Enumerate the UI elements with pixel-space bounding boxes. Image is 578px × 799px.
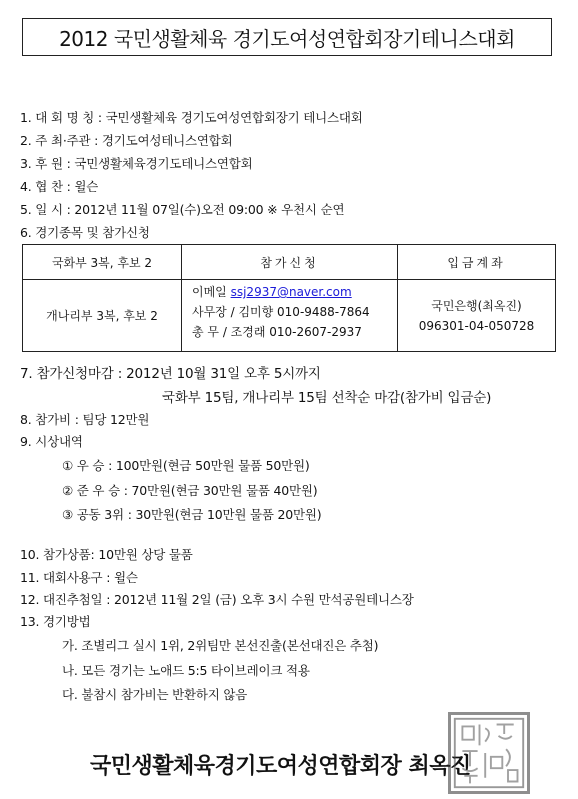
division-chrysanthemum: 국화부 3복, 후보 2 bbox=[23, 245, 182, 280]
item-draw: 12. 대진추첨일 : 2012년 11월 2일 (금) 오후 3시 수원 만석공원테니스장 bbox=[20, 592, 414, 607]
award-third: ③ 공동 3위 : 30만원(현금 10만원 물품 20만원) bbox=[62, 507, 322, 522]
method-ga: 가. 조별리그 실시 1위, 2위팀만 본선진출(본선대진은 추첨) bbox=[62, 638, 379, 653]
method-na: 나. 모든 경기는 노애드 5:5 타이브레이크 적용 bbox=[62, 663, 310, 678]
item-deadline-detail: 국화부 15팀, 개나리부 15팀 선착순 마감(참가비 입금순) bbox=[162, 390, 492, 406]
bank-name: 국민은행(최옥진) bbox=[431, 298, 522, 313]
bank-account: 096301-04-050728 bbox=[418, 318, 535, 333]
division-forsythia: 개나리부 3복, 후보 2 bbox=[23, 280, 182, 352]
apply-cell bbox=[182, 280, 398, 352]
header-apply: 참가신청 bbox=[182, 245, 398, 280]
item-organizer: 2. 주 최·주관 : 경기도여성테니스연합회 bbox=[20, 133, 233, 148]
award-first: ① 우 승 : 100만원(현금 50만원 물품 50만원) bbox=[62, 458, 310, 473]
email-link[interactable]: ssj2937@naver.com bbox=[230, 285, 352, 299]
entry-table bbox=[22, 244, 556, 352]
item-method-heading: 13. 경기방법 bbox=[20, 614, 91, 629]
page-title: 2012 국민생활체육 경기도여성연합회장기테니스대회 bbox=[59, 26, 515, 51]
item-fee: 8. 참가비 : 팀당 12만원 bbox=[20, 412, 150, 427]
contact-treasurer: 총 무 / 조경래 010-2607-2937 bbox=[192, 325, 362, 339]
item-awards-heading: 9. 시상내역 bbox=[20, 434, 83, 449]
email-row bbox=[192, 282, 397, 302]
header-bank: 입금계좌 bbox=[398, 245, 556, 280]
item-datetime: 5. 일 시 : 2012년 11월 07일(수)오전 09:00 ※ 우천시 순연 bbox=[20, 202, 345, 217]
contact-secretary: 사무장 / 김미향 010-9488-7864 bbox=[192, 305, 370, 319]
seal-stamp bbox=[448, 712, 530, 794]
email-label: 이메일 bbox=[192, 285, 231, 299]
item-sponsor: 3. 후 원 : 국민생활체육경기도테니스연합회 bbox=[20, 156, 253, 171]
item-gift: 10. 참가상품: 10만원 상당 물품 bbox=[20, 547, 193, 562]
item-deadline: 7. 참가신청마감 : 2012년 10월 31일 오후 5시까지 bbox=[20, 366, 321, 382]
item-event-name: 1. 대 회 명 칭 : 국민생활체육 경기도여성연합회장기 테니스대회 bbox=[20, 110, 363, 125]
item-balls: 11. 대회사용구 : 윌슨 bbox=[20, 570, 138, 585]
title-box bbox=[22, 18, 552, 56]
signature: 국민생활체육경기도여성연합회장 최옥진 bbox=[90, 754, 471, 779]
item-cosponsor: 4. 협 찬 : 윌슨 bbox=[20, 179, 99, 194]
award-second: ② 준 우 승 : 70만원(현금 30만원 물품 40만원) bbox=[62, 483, 318, 498]
method-da: 다. 불참시 참가비는 반환하지 않음 bbox=[62, 687, 248, 702]
item-events-heading: 6. 경기종목 및 참가신청 bbox=[20, 225, 150, 240]
seal-stamp-icon bbox=[451, 715, 527, 791]
bank-cell bbox=[398, 280, 556, 352]
